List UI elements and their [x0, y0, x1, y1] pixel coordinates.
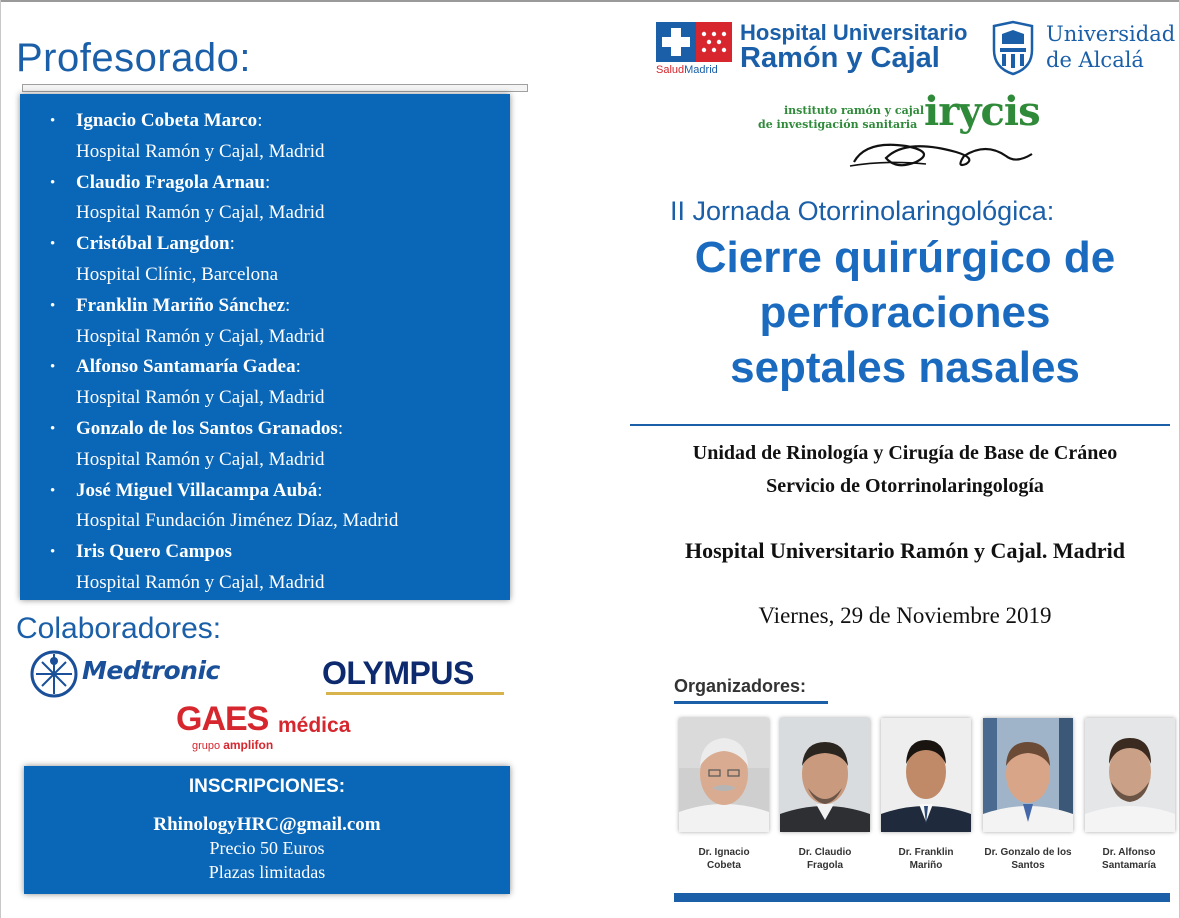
medtronic-wordmark: Medtronic [82, 656, 220, 685]
professor-name-row [76, 168, 510, 199]
organizer-caption-line2: Cobeta [707, 860, 741, 871]
professor-item [48, 537, 510, 599]
event-title-line3: septales nasales [730, 343, 1080, 392]
professor-hospital: Hospital Ramón y Cajal, Madrid [76, 571, 325, 593]
professor-hospital: Hospital Ramón y Cajal, Madrid [76, 202, 325, 224]
bottom-accent-bar [674, 893, 1170, 902]
organizer-caption-line1: Dr. Franklin [898, 847, 954, 858]
professor-name: Franklin Mariño Sánchez [76, 294, 286, 316]
professors-title-underline [22, 84, 528, 92]
organizer-photo-santamaria [1085, 718, 1175, 832]
olympus-wordmark: OLYMPUS [322, 655, 474, 691]
organizer-photo-fragola [780, 718, 870, 832]
bullet-icon: • [50, 297, 56, 314]
professor-item [48, 229, 510, 291]
hospital-name-line1: Hospital Universitario [740, 20, 968, 45]
amplifon-label: amplifon [223, 738, 274, 752]
professor-name: Claudio Fragola Arnau [76, 171, 265, 193]
irycis-line1: instituto ramón y cajal [784, 104, 925, 117]
organizer-photo-santos [983, 718, 1073, 832]
event-title-line2: perforaciones [759, 288, 1051, 337]
professor-hospital: Hospital Clínic, Barcelona [76, 263, 279, 285]
irycis-wordmark: irycis [924, 88, 1040, 135]
irycis-line2: de investigación sanitaria [758, 118, 918, 131]
professor-name-row [76, 291, 510, 322]
professor-colon: : [317, 479, 323, 501]
professor-colon: : [264, 171, 271, 193]
professor-hospital: Hospital Ramón y Cajal, Madrid [76, 387, 325, 409]
professor-colon: : [229, 233, 235, 255]
uah-crest-icon [988, 20, 1038, 76]
uah-line2: de Alcalá [1046, 48, 1144, 72]
salud-label: Salud [656, 64, 685, 76]
organizers-underline [674, 701, 828, 704]
organizer-caption-fragola [770, 846, 880, 872]
professor-hospital: Hospital Ramón y Cajal, Madrid [76, 448, 325, 470]
professor-item [48, 414, 510, 476]
madrid-label: Madrid [684, 64, 718, 76]
irycis-logo [758, 88, 1054, 172]
salud-madrid-text [656, 64, 718, 76]
title-divider [630, 424, 1170, 426]
professor-hospital: Hospital Fundación Jiménez Díaz, Madrid [76, 510, 399, 532]
organizer-caption-line2: Santamaría [1102, 860, 1156, 871]
bullet-icon: • [50, 174, 56, 191]
organizer-caption-line1: Dr. Gonzalo de los [984, 847, 1072, 858]
salud-madrid-cross-icon [656, 22, 696, 62]
hospital-ramon-y-cajal-logo [656, 20, 976, 80]
organizer-photo-cobeta [679, 718, 769, 832]
top-border [0, 0, 1180, 2]
professors-box [20, 94, 510, 600]
olympus-logo [322, 655, 508, 697]
organizer-caption-line1: Dr. Alfonso [1102, 847, 1156, 858]
event-hospital: Hospital Universitario Ramón y Cajal. Madrid [685, 538, 1125, 563]
bullet-icon: • [50, 420, 56, 437]
organizer-photo-marino [881, 718, 971, 832]
gaes-group-label: grupo [192, 740, 221, 752]
organizer-caption-line2: Mariño [909, 860, 943, 871]
professor-name: José Miguel Villacampa Aubá [76, 479, 318, 501]
olympus-gold-bar [326, 692, 504, 695]
event-title-line1: Cierre quirúrgico de [694, 233, 1116, 282]
event-organizing-unit [630, 437, 1180, 503]
professor-name: Ignacio Cobeta Marco [76, 110, 258, 131]
registration-title: INSCRIPCIONES: [188, 776, 346, 797]
organizer-caption-line2: Fragola [806, 860, 844, 871]
unit-name: Unidad de Rinología y Cirugía de Base de Cráneo [692, 442, 1118, 464]
professor-colon: : [337, 417, 344, 439]
professor-hospital: Hospital Ramón y Cajal, Madrid [76, 140, 325, 162]
registration-places: Plazas limitadas [208, 862, 326, 882]
organizers-title: Organizadores: [674, 676, 807, 696]
organizer-caption-line1: Dr. Claudio [798, 847, 852, 858]
bullet-icon: • [50, 113, 56, 129]
professor-name-row [76, 352, 510, 383]
professors-title: Profesorado: [16, 36, 252, 80]
gaes-group-text [192, 738, 273, 752]
bullet-icon: • [50, 359, 56, 376]
professor-item [48, 168, 510, 230]
left-border [0, 0, 1, 918]
professors-list [48, 106, 510, 599]
professor-name: Alfonso Santamaría Gadea [76, 356, 296, 378]
professor-item [48, 476, 510, 538]
professor-colon: : [257, 110, 263, 131]
professor-colon: : [285, 294, 291, 316]
professor-name-row [76, 106, 510, 137]
gaes-medica-text: médica [278, 714, 351, 737]
registration-box [24, 766, 510, 894]
gaes-wordmark: GAES [176, 700, 269, 738]
uah-line1: Universidad [1046, 22, 1176, 46]
professor-hospital: Hospital Ramón y Cajal, Madrid [76, 325, 325, 347]
professor-item [48, 352, 510, 414]
professor-name: Gonzalo de los Santos Granados [76, 417, 338, 439]
medtronic-symbol-icon [30, 648, 82, 700]
professor-name: Cristóbal Langdon [76, 233, 230, 255]
event-title [630, 230, 1180, 395]
professor-name-row [76, 229, 510, 260]
madrid-stars-icon [696, 22, 732, 62]
organizer-caption-marino [871, 846, 981, 872]
bullet-icon: • [50, 236, 56, 253]
service-name: Servicio de Otorrinolaringología [766, 475, 1044, 497]
professor-item [48, 291, 510, 353]
organizer-caption-santos [973, 846, 1083, 872]
event-subtitle: II Jornada Otorrinolaringológica: [670, 196, 1055, 226]
event-date: Viernes, 29 de Noviembre 2019 [758, 603, 1052, 628]
medtronic-logo [30, 648, 240, 702]
organizer-caption-line2: Santos [1011, 860, 1045, 871]
signature-icon [846, 132, 1046, 172]
professor-item [48, 106, 510, 168]
organizer-caption-cobeta [669, 846, 779, 872]
collaborators-title: Colaboradores: [16, 612, 222, 645]
professor-name-row [76, 537, 510, 568]
hospital-name-line2: Ramón y Cajal [740, 42, 940, 74]
universidad-alcala-logo [988, 20, 1174, 80]
organizer-caption-santamaria [1074, 846, 1180, 872]
registration-email[interactable]: RhinologyHRC@gmail.com [153, 814, 381, 835]
organizer-caption-line1: Dr. Ignacio [698, 847, 750, 858]
bullet-icon: • [50, 482, 56, 499]
bullet-icon: • [50, 544, 56, 561]
professor-name-row [76, 476, 510, 507]
gaes-logo [176, 700, 356, 754]
registration-price: Precio 50 Euros [209, 838, 325, 858]
professor-colon: : [295, 356, 301, 378]
professor-name-row [76, 414, 510, 445]
professor-name: Iris Quero Campos [76, 541, 232, 563]
